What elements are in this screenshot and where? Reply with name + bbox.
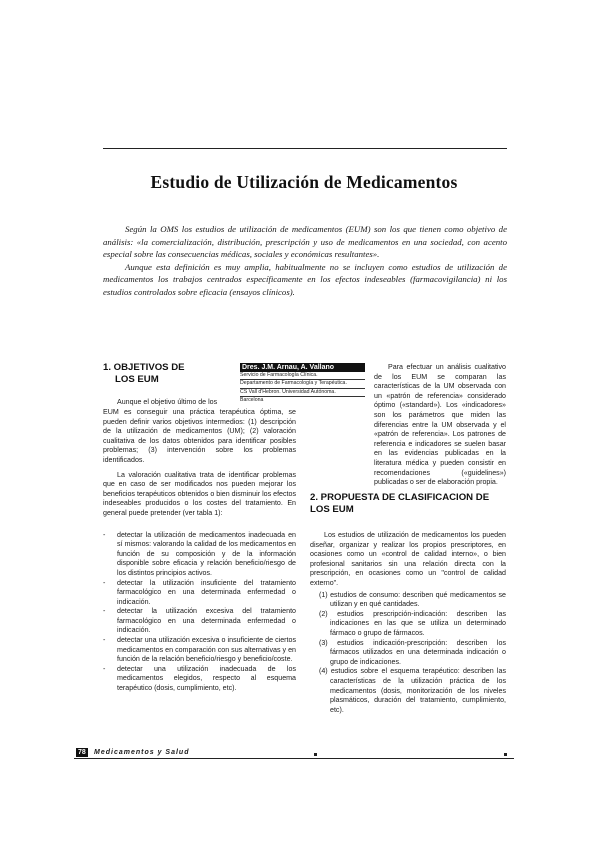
section2-heading xyxy=(310,492,510,515)
affiliation-line: Barcelona xyxy=(240,397,264,404)
footer-square-icon xyxy=(504,753,507,756)
section1-heading xyxy=(103,362,233,385)
section1-heading-line: LOS EUM xyxy=(115,373,159,385)
classification-list xyxy=(310,591,506,716)
affiliation-line: Servicio de Farmacología Clínica. xyxy=(240,372,365,380)
list-item: - detectar una utilización excesiva o insuficiente de ciertos medicamentos en comparación con sus alternativas y en función de la relación beneficio/riesgo y beneficio/coste. xyxy=(103,636,296,665)
footer-square-icon xyxy=(314,753,317,756)
section1-intro: EUM es conseguir una práctica terapéutica óptima, se pueden definir varios objetivos intermedios: (1) descripción de la utilización de medicamentos (UM); (2) valoración cualitativa de los datos obtenidos para identificar posibles problemas; (3) intervención sobre los problemas identificados. xyxy=(103,408,296,464)
section1-heading-line: 1. OBJETIVOS DE xyxy=(103,362,185,373)
left-column xyxy=(103,408,296,694)
list-item: (4) estudios sobre el esquema terapéutico: describen las características de la utilización práctica de los medicamentos (dosis, monitorización de los niveles plasmáticos, duración del tratamiento, cumplimiento, etc). xyxy=(319,667,506,714)
abstract-paragraph: Según la OMS los estudios de utilización de medicamentos (EUM) son los que tienen como objetivo de análisis: «la comercialización, distribución, prescripción y uso de medicamentos en una sociedad, con acento especial sobre las consecuencias médicas, sociales y económicas resultantes». xyxy=(103,224,507,260)
right-paragraph: Los estudios de utilización de medicamentos los pueden diseñar, organizar y realizar los propios prescriptores, en ocasiones como un «control de calidad interno», o bien profesional sanitarios sin una relación directa con la prescripción, en ocasiones como un "control de calidad externo". xyxy=(310,531,506,587)
article-title: Estudio de Utilización de Medicamentos xyxy=(150,172,458,192)
section2-heading-line: LOS EUM xyxy=(310,503,354,515)
abstract xyxy=(103,223,507,299)
list-item: (2) estudios prescripción-indicación: describen las indicaciones en las que se utiliza un determinado fármaco o grupo de fármacos. xyxy=(319,609,506,637)
section1-intro-start: Aunque el objetivo último de los xyxy=(117,398,218,406)
list-item: - detectar la utilización de medicamentos inadecuada en sí mismos: valorando la calidad de los medicamentos en función de su composición y de la información disponible sobre eficacia y relación beneficio/riesgo de los distintos principios activos. xyxy=(103,531,296,579)
affiliation-line: Departamento de Farmacología y Terapéutica. xyxy=(240,380,365,388)
affiliation-line: CS Vall d'Hebron. Universidad Autónoma. xyxy=(240,389,365,397)
list-item: - detectar la utilización excesiva del tratamiento farmacológico en una determinada enfermedad o indicación. xyxy=(103,607,296,636)
objectives-list xyxy=(103,531,296,694)
page-number: 78 xyxy=(78,749,86,756)
footer-rule xyxy=(74,758,514,759)
right-paragraph: Para efectuar un análisis cualitativo de los EUM se comparan las características de la UM observada con un «patrón de referencia» considerado óptimo («standard»). Los «indicadores» son los parámetros que miden las diferencias entre la UM observada y el «patrón de referencia». Los patrones de referencia e indicadores se suelen basar en las evidencias publicadas en la literatura médica y pueden consistir en recomendaciones («guidelines») publicadas o ser de elaboración propia. xyxy=(374,363,506,487)
top-rule xyxy=(103,148,507,149)
abstract-paragraph: Aunque esta definición es muy amplia, habitualmente no se incluyen como estudios de utilización de medicamentos los trabajos centrados específicamente en los efectos indeseables (farmacovigilancia) ni los estudios controlados sobre eficacia (ensayos clínicos). xyxy=(103,261,507,297)
section2-heading-line: 2. PROPUESTA DE CLASIFICACION DE xyxy=(310,492,490,503)
journal-name: Medicamentos y Salud xyxy=(94,749,190,756)
author-names: Dres. J.M. Arnau, A. Vallano xyxy=(240,363,365,372)
list-item: - detectar la utilización insuficiente del tratamiento farmacológico en una determinada enfermedad o indicación. xyxy=(103,579,296,608)
list-item: (3) estudios indicación-prescripción: describen los fármacos utilizados en una determinada indicación o grupo de indicaciones. xyxy=(319,638,506,666)
page-footer xyxy=(74,748,514,760)
list-item: - detectar una utilización inadecuada de los medicamentos elegidos, respecto al esquema terapéutico (dosis, cumplimiento, etc). xyxy=(103,665,296,694)
right-column-lower xyxy=(310,531,506,715)
section1-paragraph: La valoración cualitativa trata de identificar problemas que en caso de ser modificados nos pueden mejorar los beneficios terapéuticos obtenidos o bien disminuir los efectos indeseables producidos o los costes del tratamiento. En general puede pretender (ver tabla 1): xyxy=(103,470,296,517)
right-column xyxy=(310,363,506,488)
list-item: (1) estudios de consumo: describen qué medicamentos se utilizan y en qué cantidades. xyxy=(319,590,506,609)
